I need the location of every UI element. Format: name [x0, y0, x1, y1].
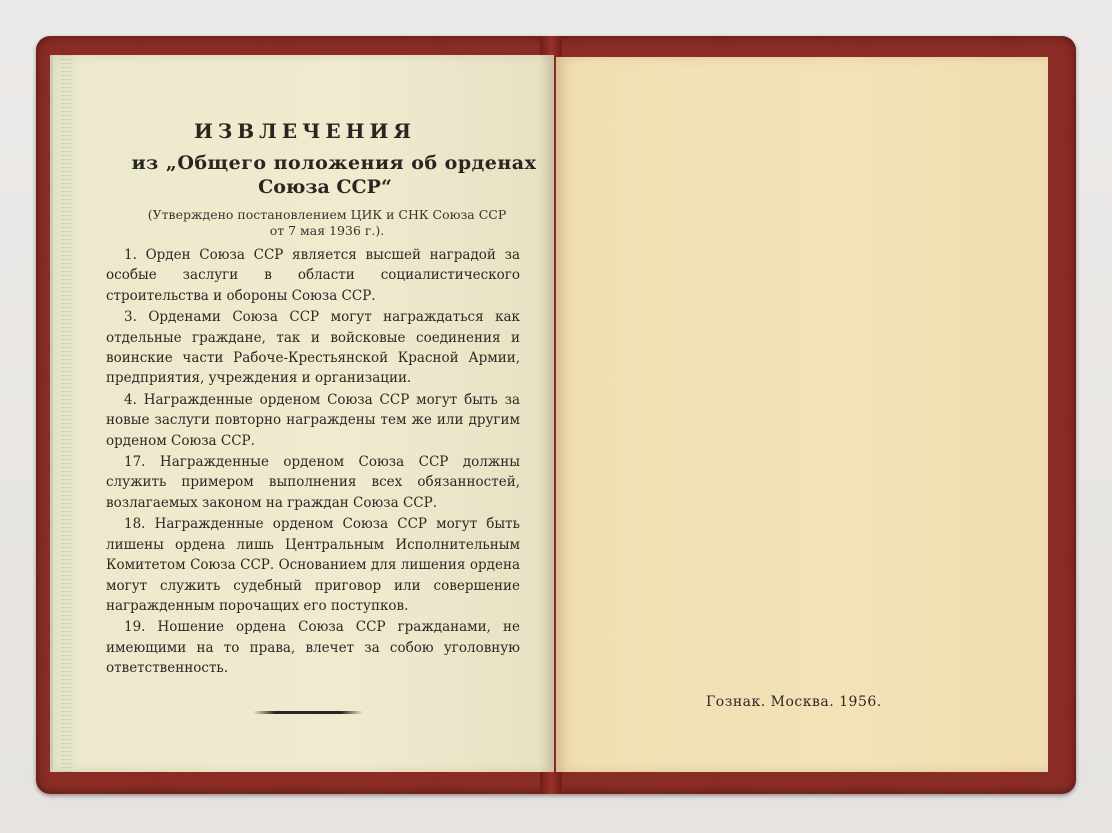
left-page-content: [53, 55, 557, 772]
paragraph-18: 18. Награжденные орденом Союза ССР могут быть лишены ордена лишь Центральным Исполнительным Комитетом Союза ССР. Основанием для лишения ордена могут служить судебный приговор или совершение награжденным порочащих его поступков.: [106, 516, 520, 614]
paragraph-4: 4. Награжденные орденом Союза ССР могут быть за новые заслуги повторно награждены тем же или другим орденом Союза ССР.: [106, 391, 520, 449]
paragraph-3: 3. Орденами Союза ССР могут награждаться как отдельные граждане, так и войсковые соединения и воинские части Рабоче-Крестьянской Красной Армии, предприятия, учреждения и организации.: [106, 309, 520, 387]
closing-rule: [253, 711, 363, 714]
page-subtitle: [53, 151, 557, 199]
approval-line-2: от 7 мая 1936 г.).: [269, 223, 385, 238]
right-page: [556, 57, 1048, 772]
subtitle-line-2: Союза ССР“: [258, 176, 392, 198]
approval-note: [53, 207, 557, 239]
paragraph-17: 17. Награжденные орденом Союза ССР должны служить примером выполнения всех обязанностей, возлагаемых законом на граждан Союза ССР.: [106, 454, 520, 511]
publisher-imprint: Гознак. Москва. 1956.: [706, 694, 882, 710]
paragraph-19: 19. Ношение ордена Союза ССР гражданами, не имеющими на то права, влечет за собою уголовную ответственность.: [106, 619, 520, 677]
approval-line-1: (Утверждено постановлением ЦИК и СНК Союза ССР: [147, 207, 507, 222]
extract-body: [106, 245, 520, 680]
left-page: [50, 55, 554, 772]
page-title: ИЗВЛЕЧЕНИЯ: [193, 119, 417, 143]
paragraph-1: 1. Орден Союза ССР является высшей наградой за особые заслуги в области социалистического строительства и обороны Союза ССР.: [106, 247, 520, 304]
subtitle-line-1: из „Общего положения об орденах: [131, 152, 537, 174]
